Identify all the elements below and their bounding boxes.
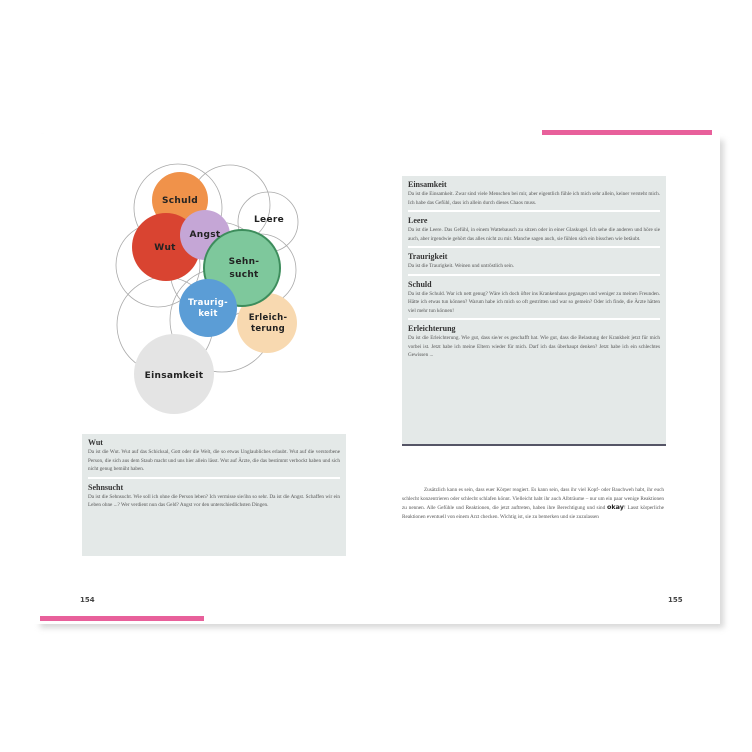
left-info-box [82, 434, 346, 556]
label-angst: Angst [189, 230, 221, 240]
label-einsamkeit: Einsamkeit [144, 371, 204, 381]
entry-title: Einsamkeit [408, 180, 447, 189]
body-paragraph [402, 486, 664, 521]
emotions-diagram [110, 160, 310, 420]
entry-text: Da ist die Wut. Wut auf das Schicksal, Gott oder die Welt, die so etwas Unglaubliches erlaubt. Wut auf die verstorbene Person, die sich aus dem Staub macht und uns hier allein lässt. Wut auf Ärzte, die das bestimmt verbockt haben und sich nicht genug bemüht haben. [88, 449, 340, 472]
label-sucht: sucht [229, 270, 259, 280]
body-text-before: Zusätzlich kann es sein, dass euer Körper reagiert. Es kann sein, dass ihr viel Kopf- oder Bauchweh habt, ihr euch schlecht konzentrieren oder schlecht schlafen könnt. Vielleicht habt ihr auch Albträume – nur um ein paar wenige Reaktionen zu nennen. Alle Gefühle und Reaktionen, die jetzt auftreten, haben ihre Berechtigung und sind [402, 487, 664, 511]
page-number-left: 154 [80, 596, 95, 604]
entry-title: Schuld [408, 279, 432, 289]
pink-accent-bar-top [542, 130, 712, 135]
label-sehn: Sehn- [228, 257, 260, 267]
right-info-box [402, 176, 666, 446]
body-text-after: ! Lasst körperliche Reaktionen eventuell von einem Arzt checken. Wichtig ist, sie zu bemerken und sie zuzulassen [402, 505, 664, 520]
entry-text: Da ist die Erleichterung. Wie gut, dass sie/er es geschafft hat. Wie gut, dass die Belastung der Krankheit jetzt für mich vorbei ist. Jetzt habe ich meine Eltern wieder für mich. Darf ich das überhaupt denken? Jetzt habe ich ein schlechtes Gewissen ... [408, 335, 660, 358]
page-number-right: 155 [668, 596, 683, 604]
label-keit: keit [198, 309, 218, 319]
entry-einsamkeit [408, 176, 660, 210]
entry-leere [408, 210, 660, 246]
entry-title: Wut [88, 438, 103, 447]
label-erleich: Erleich- [248, 313, 288, 323]
entry-title: Traurigkeit [408, 252, 448, 261]
entry-text: Da ist die Traurigkeit. Weinen und untröstlich sein. [408, 263, 514, 269]
label-traurig: Traurig- [188, 298, 228, 308]
entry-schuld [408, 274, 660, 319]
pink-accent-bar-bottom [40, 616, 204, 621]
entry-title: Erleichterung [408, 324, 456, 333]
label-leere: Leere [254, 215, 284, 225]
traurigkeit-circle [179, 279, 237, 337]
entry-traurigkeit [408, 246, 660, 274]
entry-text: Da ist die Sehnsucht. Wie soll ich ohne die Person leben? Ich vermisse sie/ihn so sehr. Da ist die Angst. Schaffen wir ein Leben ohne ...? Wer verdient nun das Geld? Angst vor den unterschiedlichsten Dingen. [88, 493, 340, 508]
entry-erleichterung [408, 318, 660, 363]
entry-text: Da ist die Schuld. War ich nett genug? Wäre ich doch öfter ins Krankenhaus gegangen und weniger zu meinen Freunden. Hätte ich etwas tun können? Warum habe ich mich so oft gestritten und war so gemein? Oder ich finde, die Ärzte hätten viel mehr tun können! [408, 290, 660, 314]
entry-text: Da ist die Leere. Das Gefühl, in einem Wattebausch zu sitzen oder in einer Glaskugel. Ich sehe die anderen und höre sie auch, aber irgendwie gehört das alles nicht zu mir. Manche sagen auch, sie fühlen sich ein bisschen wie betäubt. [408, 227, 660, 242]
entry-title: Leere [408, 216, 428, 225]
label-schuld: Schuld [162, 196, 198, 206]
entry-wut [88, 434, 340, 477]
entry-text: Da ist die Einsamkeit. Zwar sind viele Menschen bei mir, aber eigentlich fühle ich mich sehr allein, keiner versteht mich. Ich habe das Gefühl, dass ich allein durch dieses Chaos muss. [408, 191, 660, 206]
entry-title: Sehnsucht [88, 482, 124, 492]
entry-sehnsucht [88, 477, 340, 513]
label-terung: terung [250, 324, 286, 334]
okay-emphasis: okay [607, 503, 624, 511]
label-wut: Wut [154, 243, 176, 253]
